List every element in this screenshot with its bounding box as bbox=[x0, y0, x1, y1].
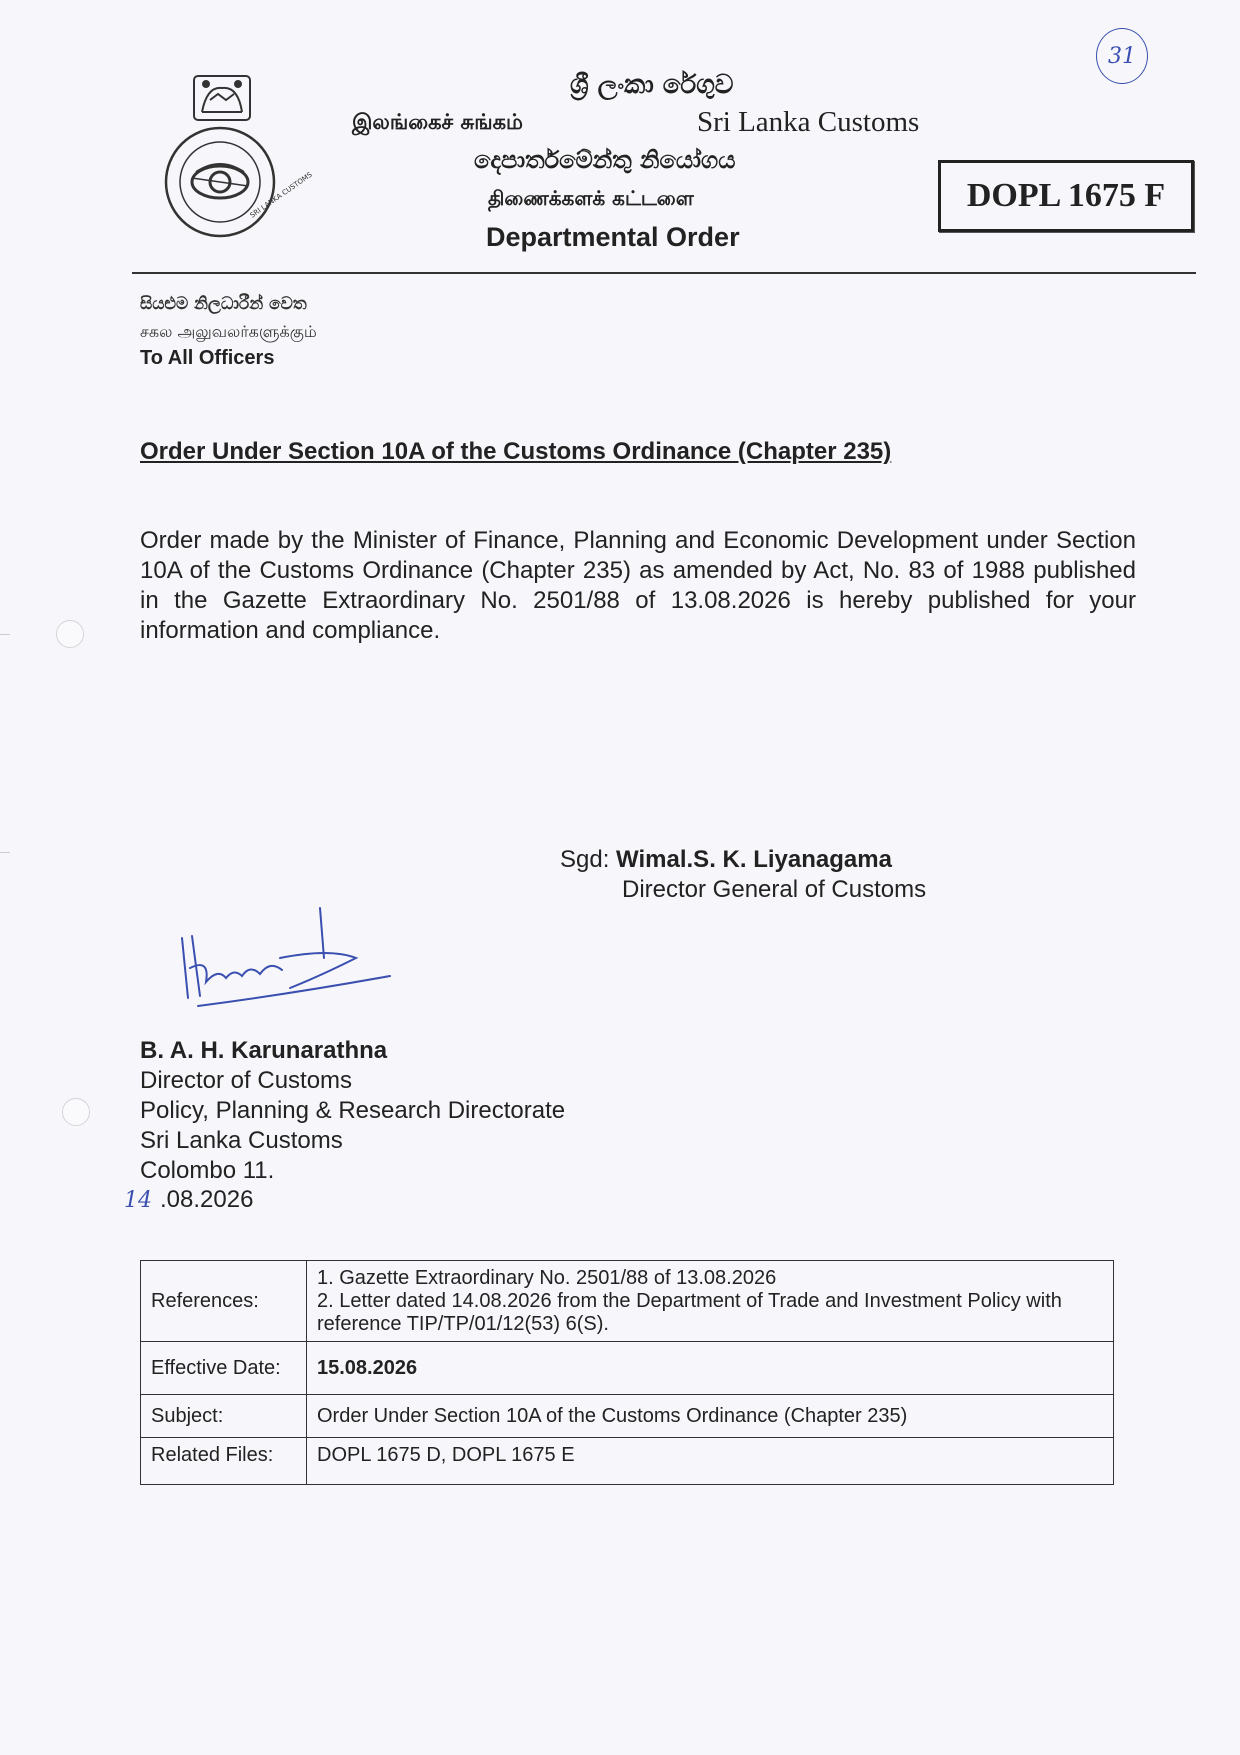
handwritten-signature bbox=[170, 898, 410, 1018]
order-subject-title: Order Under Section 10A of the Customs Ordinance (Chapter 235) bbox=[140, 438, 892, 465]
tamil-dept-order: திணைக்களக் கட்டளை bbox=[488, 186, 694, 210]
addressee-tamil: சகல அலுவலர்களுக்கும் bbox=[140, 322, 317, 341]
related-files-value: DOPL 1675 D, DOPL 1675 E bbox=[307, 1438, 1114, 1485]
english-dept-order: Departmental Order bbox=[486, 222, 740, 252]
handwritten-page-number: 31 bbox=[1096, 28, 1148, 84]
lion-crest-icon bbox=[194, 76, 250, 120]
sinhala-dept-order: දෙපාර්තමේන්තු නියෝගය bbox=[474, 146, 736, 174]
addressee-english: To All Officers bbox=[140, 347, 275, 369]
related-files-label: Related Files: bbox=[141, 1438, 307, 1485]
signatory-city: Colombo 11. bbox=[140, 1157, 275, 1184]
english-org-title: Sri Lanka Customs bbox=[697, 106, 920, 138]
handwritten-date-day: 14 bbox=[124, 1188, 152, 1213]
svg-text:SRI LANKA CUSTOMS: SRI LANKA CUSTOMS bbox=[248, 170, 314, 220]
signatory-block bbox=[140, 1036, 565, 1186]
reference-info-table bbox=[140, 1260, 1114, 1485]
margin-tick bbox=[0, 852, 10, 853]
header-divider bbox=[132, 272, 1196, 274]
effective-date-value: 15.08.2026 bbox=[307, 1342, 1114, 1395]
order-body-paragraph: Order made by the Minister of Finance, Planning and Economic Development under Section 10A of the Customs Ordinance (Chapter 235) as amended by Act, No. 83 of 1988 published in the Gazette Extraordinary No. 2501/88 of 13.08.2026 is hereby published for your information and compliance. bbox=[140, 527, 1136, 644]
subject-label: Subject: bbox=[141, 1395, 307, 1438]
reference-item: 1. Gazette Extraordinary No. 2501/88 of 13.08.2026 bbox=[317, 1266, 777, 1289]
issue-date bbox=[124, 1186, 253, 1214]
document-number-box: DOPL 1675 F bbox=[938, 160, 1194, 232]
signed-by-line bbox=[560, 846, 892, 874]
table-row bbox=[141, 1438, 1114, 1485]
subject-value: Order Under Section 10A of the Customs Ordinance (Chapter 235) bbox=[307, 1395, 1114, 1438]
table-row bbox=[141, 1261, 1114, 1342]
tamil-org-title: இலங்கைச் சுங்கம் bbox=[352, 110, 523, 134]
customs-seal-icon bbox=[166, 128, 274, 236]
sri-lanka-customs-emblem bbox=[152, 72, 314, 242]
director-general-name: Wimal.S. K. Liyanagama bbox=[616, 846, 892, 873]
director-general-title: Director General of Customs bbox=[622, 876, 927, 903]
signatory-org: Sri Lanka Customs bbox=[140, 1127, 343, 1154]
effective-date-label: Effective Date: bbox=[141, 1342, 307, 1395]
margin-tick bbox=[0, 634, 10, 635]
signatory-title: Director of Customs bbox=[140, 1067, 353, 1094]
punch-hole bbox=[56, 620, 84, 648]
references-label: References: bbox=[141, 1261, 307, 1342]
signatory-directorate: Policy, Planning & Research Directorate bbox=[140, 1097, 566, 1124]
punch-hole bbox=[62, 1098, 90, 1126]
signatory-name: B. A. H. Karunarathna bbox=[140, 1037, 388, 1064]
addressee-sinhala: සියළුම නිලධාරීන් වෙත bbox=[140, 294, 307, 314]
sinhala-org-title: ශ්‍රී ලංකා රේගුව bbox=[570, 70, 734, 100]
references-cell bbox=[307, 1261, 1114, 1342]
table-row bbox=[141, 1342, 1114, 1395]
sgd-prefix: Sgd: bbox=[560, 846, 610, 873]
printed-date: .08.2026 bbox=[160, 1186, 254, 1213]
table-row bbox=[141, 1395, 1114, 1438]
reference-item: 2. Letter dated 14.08.2026 from the Department of Trade and Investment Policy with reference TIP/TP/01/12(53) 6(S). bbox=[317, 1289, 1062, 1335]
